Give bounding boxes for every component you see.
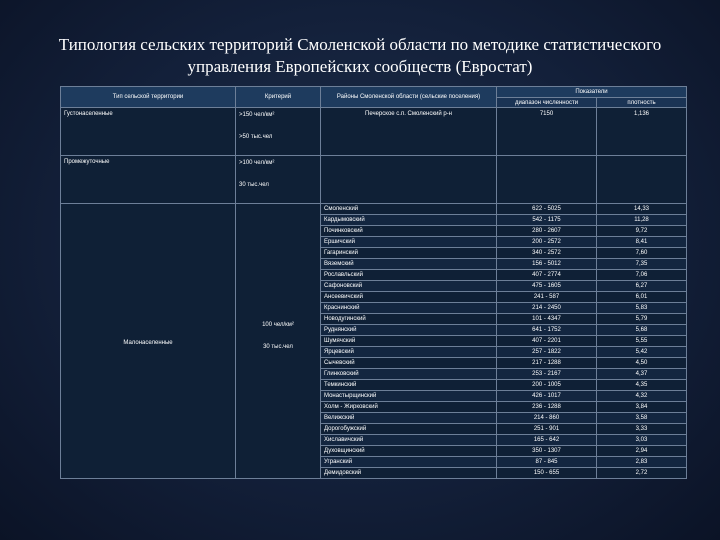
district-name: Ершичский [321, 237, 497, 248]
population-range: 101 - 4347 [497, 314, 597, 325]
slide-title: Типология сельских территорий Смоленской области по методике статистического управления Европейских сообществ (Евростат) [58, 35, 662, 76]
criteria-dense: >150 чел/км² >50 тыс.чел [236, 108, 321, 156]
population-density: 7,06 [597, 270, 687, 281]
header-density: плотность [597, 98, 687, 108]
population-density: 3,03 [597, 435, 687, 446]
population-range: 214 - 2450 [497, 303, 597, 314]
district-name: Вяземский [321, 259, 497, 270]
population-density: 3,33 [597, 424, 687, 435]
population-range: 214 - 860 [497, 413, 597, 424]
population-density: 6,27 [597, 281, 687, 292]
population-density: 11,28 [597, 215, 687, 226]
population-density: 4,35 [597, 380, 687, 391]
criteria-intermediate: >100 чел/км² 30 тыс.чел [236, 156, 321, 204]
population-range: 236 - 1288 [497, 402, 597, 413]
district-name: Починковский [321, 226, 497, 237]
population-density: 7,60 [597, 248, 687, 259]
district-name: Новодугинский [321, 314, 497, 325]
population-range: 257 - 1822 [497, 347, 597, 358]
typology-table [60, 86, 687, 479]
population-range: 217 - 1288 [497, 358, 597, 369]
header-districts: Районы Смоленской области (сельские поселения) [321, 87, 497, 108]
population-range: 253 - 2167 [497, 369, 597, 380]
header-range: диапазон численности [497, 98, 597, 108]
population-range: 200 - 2572 [497, 237, 597, 248]
district-name: Темкинский [321, 380, 497, 391]
header-criteria: Критерий [236, 87, 321, 108]
range-dense: 7150 [497, 108, 597, 156]
population-range: 200 - 1005 [497, 380, 597, 391]
population-density: 8,41 [597, 237, 687, 248]
population-range: 542 - 1175 [497, 215, 597, 226]
district-name: Хиславичский [321, 435, 497, 446]
district-name: Угранский [321, 457, 497, 468]
population-density: 5,55 [597, 336, 687, 347]
population-density: 2,72 [597, 468, 687, 479]
population-density: 5,83 [597, 303, 687, 314]
district-name: Велижский [321, 413, 497, 424]
population-range: 156 - 5012 [497, 259, 597, 270]
table-row [61, 204, 687, 215]
density-dense: 1,136 [597, 108, 687, 156]
population-density: 9,72 [597, 226, 687, 237]
population-density: 14,33 [597, 204, 687, 215]
district-dense: Печерское с.п. Смоленский р-н [321, 108, 497, 156]
district-name: Краснинский [321, 303, 497, 314]
population-density: 7,35 [597, 259, 687, 270]
district-name: Холм - Жирковский [321, 402, 497, 413]
district-name: Руднянский [321, 325, 497, 336]
district-name: Глинковский [321, 369, 497, 380]
population-range: 350 - 1307 [497, 446, 597, 457]
type-intermediate: Промежуточные [61, 156, 236, 204]
criteria-sparse: 100 чел/км² 30 тыс.чел [236, 204, 321, 479]
population-density: 3,84 [597, 402, 687, 413]
district-name: Смоленский [321, 204, 497, 215]
population-density: 6,01 [597, 292, 687, 303]
population-range: 641 - 1752 [497, 325, 597, 336]
district-name: Дорогобужский [321, 424, 497, 435]
population-range: 87 - 845 [497, 457, 597, 468]
population-range: 165 - 642 [497, 435, 597, 446]
district-name: Духовщинский [321, 446, 497, 457]
population-density: 4,37 [597, 369, 687, 380]
population-range: 407 - 2201 [497, 336, 597, 347]
population-density: 5,79 [597, 314, 687, 325]
population-density: 5,68 [597, 325, 687, 336]
population-range: 251 - 901 [497, 424, 597, 435]
district-name: Сафоновский [321, 281, 497, 292]
header-type: Тип сельской территории [61, 87, 236, 108]
population-range: 407 - 2774 [497, 270, 597, 281]
population-density: 4,32 [597, 391, 687, 402]
district-name: Сычевский [321, 358, 497, 369]
population-density: 2,94 [597, 446, 687, 457]
table-row [61, 108, 687, 156]
population-density: 4,50 [597, 358, 687, 369]
population-range: 280 - 2607 [497, 226, 597, 237]
district-name: Гагаринский [321, 248, 497, 259]
district-name: Демидовский [321, 468, 497, 479]
district-name: Кардымовский [321, 215, 497, 226]
population-density: 2,83 [597, 457, 687, 468]
type-dense: Густонаселенные [61, 108, 236, 156]
district-name: Ярцевский [321, 347, 497, 358]
type-sparse: Малонаселенные [61, 204, 236, 479]
population-range: 426 - 1017 [497, 391, 597, 402]
population-range: 622 - 5025 [497, 204, 597, 215]
header-indicators: Показатели [497, 87, 687, 98]
district-name: Рославльский [321, 270, 497, 281]
district-name: Монастырщинский [321, 391, 497, 402]
population-range: 150 - 655 [497, 468, 597, 479]
population-range: 340 - 2572 [497, 248, 597, 259]
population-density: 3,58 [597, 413, 687, 424]
population-range: 241 - 587 [497, 292, 597, 303]
population-range: 475 - 1605 [497, 281, 597, 292]
district-name: Ансеевичский [321, 292, 497, 303]
table-row [61, 156, 687, 204]
district-name: Шумячский [321, 336, 497, 347]
population-density: 5,42 [597, 347, 687, 358]
